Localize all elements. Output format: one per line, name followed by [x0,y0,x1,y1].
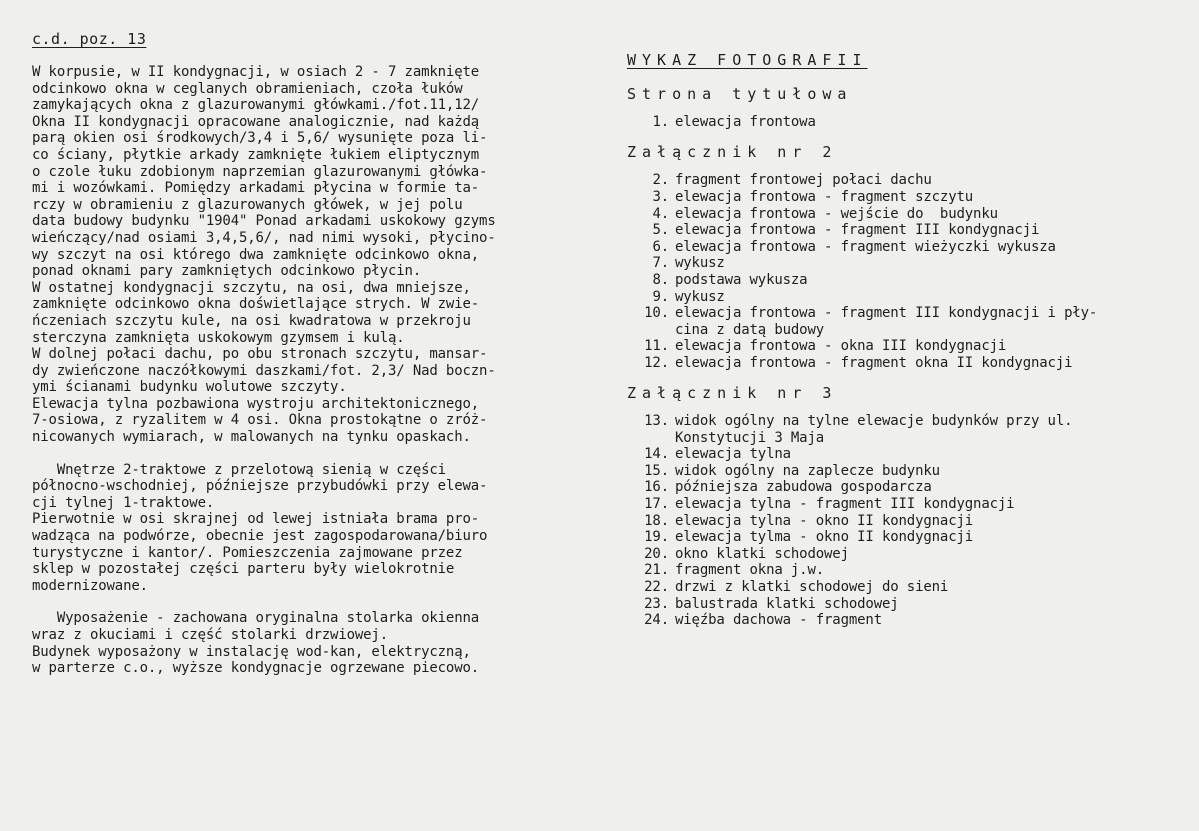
text-line: W dolnej połaci dachu, po obu stronach szczytu, mansar- [32,346,488,363]
item-number: 2. [652,172,669,189]
item-number: 5. [652,222,669,239]
item-text: fragment okna j.w. [675,562,825,579]
list-item [627,479,1187,496]
text-line: w parterze c.o., wyższe kondygnacje ogrzewane piecowo. [32,660,480,677]
item-number: 14. [644,446,669,463]
text-line: Pierwotnie w osi skrajnej od lewej istniała brama pro- [32,511,480,528]
item-text: elewacja frontowa - fragment szczytu [675,188,974,205]
text-line: o czole łuku zdobionym naprzemian glazurowanymi główka- [32,163,488,180]
list-item [627,272,1187,289]
item-text: wykusz [675,288,725,305]
description-paragraph [32,462,612,595]
text-line: 7-osiowa, z ryzalitem w 4 osi. Okna prostokątne o zróż- [32,412,488,429]
photo-section [627,86,1187,131]
item-text: elewacja tylna - okno II kondygnacji [675,512,974,529]
text-line: turystyczne i kantor/. Pomieszczenia zajmowane przez [32,544,463,561]
paragraph-gap [32,594,612,610]
text-line: data budowy budynku "1904" Ponad arkadami uskokowy gzyms [32,213,496,230]
item-text: drzwi z klatki schodowej do sieni [675,579,949,596]
text-line: mi i wozówkami. Pomiędzy arkadami płycina w formie ta- [32,180,480,197]
text-line: W ostatnej kondygnacji szczytu, na osi, dwa mniejsze, [32,279,471,296]
text-line: ńczeniach szczytu kule, na osi kwadratowa w przekroju [32,312,471,329]
item-number: 1. [652,114,669,131]
item-number: 3. [652,188,669,205]
list-item [627,579,1187,596]
text-line: północno-wschodniej, późniejsze przybudówki przy elewa- [32,478,488,495]
list-item [627,289,1187,306]
item-text: elewacja tylma - okno II kondygnacji [675,529,974,546]
text-line: parą okien osi środkowych/3,4 i 5,6/ wysunięte poza li- [32,130,488,147]
list-item [627,562,1187,579]
item-text: późniejsza zabudowa gospodarcza [675,479,932,496]
list-item [627,338,1187,355]
list-item [627,189,1187,206]
list-item [627,413,1187,430]
item-number: 11. [644,338,669,355]
item-text: wykusz [675,255,725,272]
item-number: 15. [644,462,669,479]
list-item [627,172,1187,189]
list-item [627,513,1187,530]
text-line: ymi ścianami budynku wolutowe szczyty. [32,379,347,396]
item-number: 22. [644,579,669,596]
item-text: elewacja tylna - fragment III kondygnacji [675,496,1015,513]
text-line: wieńczący/nad osiami 3,4,5,6/, nad nimi wysoki, płycino- [32,229,496,246]
section-title: Strona tytułowa [627,84,853,103]
photo-section [627,144,1187,372]
text-line: wadząca na podwórze, obecnie jest zagospodarowana/biuro [32,528,488,545]
item-number: 19. [644,529,669,546]
item-text: elewacja frontowa [675,114,816,131]
item-number: 4. [652,205,669,222]
description-paragraph [32,610,612,676]
text-line: wy szczyt na osi którego dwa zamknięte odcinkowo okna, [32,246,480,263]
text-line: Wyposażenie - zachowana oryginalna stolarka okienna [32,610,480,627]
item-number: 8. [652,271,669,288]
text-line: ponad oknami pary zamkniętych odcinkowo płycin. [32,263,422,280]
text-line: odcinkowo okna w ceglanych obramieniach, czoła łuków [32,80,463,97]
list-item [627,496,1187,513]
text-line: rczy w obramieniu z glazurowanych główek, w jej polu [32,196,463,213]
list-item [627,305,1187,322]
item-text-continuation: Konstytucji 3 Maja [675,429,825,446]
description-column [32,64,612,677]
list-item [627,612,1187,629]
item-number: 23. [644,595,669,612]
text-line: W korpusie, w II kondygnacji, w osiach 2 - 7 zamknięte [32,64,480,80]
item-number: 6. [652,238,669,255]
item-number: 17. [644,496,669,513]
text-line: wraz z okuciami i część stolarki drzwiowej. [32,627,388,643]
item-number: 16. [644,479,669,496]
list-item [627,206,1187,223]
list-item [627,355,1187,372]
text-line: cji tylnej 1-traktowe. [32,494,215,511]
text-line: co ściany, płytkie arkady zamknięte łukiem eliptycznym [32,146,480,163]
section-title: Załącznik nr 3 [627,383,838,402]
list-item [627,255,1187,272]
page-header: c.d. poz. 13 [32,30,147,48]
item-number: 13. [644,413,669,430]
text-line: zamykających okna z glazurowanymi główkami./fot.11,12/ [32,97,480,114]
list-item [627,222,1187,239]
text-line: Wnętrze 2-traktowe z przelotową sienią w części [32,461,446,478]
list-item [627,239,1187,256]
list-item [627,446,1187,463]
item-number: 20. [644,545,669,562]
text-line: Okna II kondygnacji opracowane analogicznie, nad każdą [32,113,480,130]
list-item [627,596,1187,613]
description-paragraph [32,64,612,446]
item-text: elewacja frontowa - fragment okna II kondygnacji [675,354,1073,371]
item-text: elewacja frontowa - wejście do budynku [675,205,998,222]
photo-section [627,385,1187,629]
photo-list-title: WYKAZ FOTOGRAFII [627,51,868,69]
text-line: sterczyna zamknięta uskokowym gzymsem i kulą. [32,329,405,346]
item-text: okno klatki schodowej [675,545,849,562]
text-line: Budynek wyposażony w instalację wod-kan, elektryczną, [32,643,471,660]
item-text: balustrada klatki schodowej [675,595,899,612]
item-number: 24. [644,612,669,629]
text-line: sklep w pozostałej części parteru były wielokrotnie [32,561,455,578]
item-text-continuation: cina z datą budowy [675,321,825,338]
text-line: dy zwieńczone naczółkowymi daszkami/fot. 2,3/ Nad boczn- [32,362,496,379]
item-text: elewacja tylna [675,446,791,463]
item-text: widok ogólny na tylne elewacje budynków przy ul. [675,413,1073,430]
item-number: 9. [652,288,669,305]
item-text: elewacja frontowa - okna III kondygnacji [675,338,1007,355]
item-text: fragment frontowej połaci dachu [675,172,932,189]
item-text: widok ogólny na zaplecze budynku [675,462,940,479]
item-text: elewacja frontowa - fragment III kondygnacji i pły- [675,305,1098,322]
item-text: elewacja frontowa - fragment wieżyczki wykusza [675,238,1056,255]
list-item [627,463,1187,480]
item-number: 7. [652,255,669,272]
item-number: 10. [644,305,669,322]
list-item [627,114,1187,131]
item-text: podstawa wykusza [675,271,808,288]
photo-list-sections [627,86,1187,629]
item-number: 18. [644,512,669,529]
item-number: 21. [644,562,669,579]
text-line: nicowanych wymiarach, w malowanych na tynku opaskach. [32,429,471,446]
list-item [627,529,1187,546]
text-line: Elewacja tylna pozbawiona wystroju architektonicznego, [32,395,480,412]
list-item [627,546,1187,563]
photo-list-column [627,52,1187,642]
item-text: elewacja frontowa - fragment III kondygnacji [675,222,1040,239]
text-line: zamknięte odcinkowo okna doświetlające strych. W zwie- [32,296,480,313]
paragraph-gap [32,446,612,462]
item-number: 12. [644,354,669,371]
section-title: Załącznik nr 2 [627,142,838,161]
item-text: więźba dachowa - fragment [675,612,882,629]
text-line: modernizowane. [32,577,148,594]
